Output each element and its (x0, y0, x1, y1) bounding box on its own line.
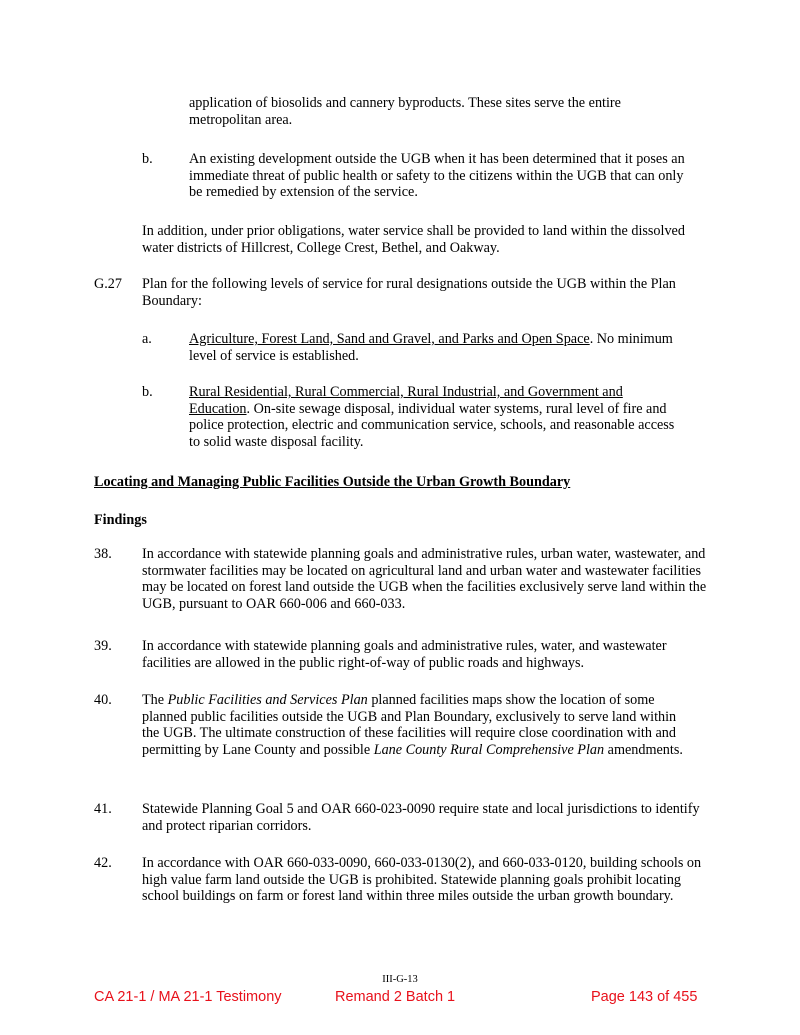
item-b-label: b. (142, 151, 153, 167)
policy-item-a-label: a. (142, 331, 152, 347)
finding-40-t3: amendments. (604, 741, 683, 758)
finding-40-plan-title: Public Facilities and Services Plan (167, 692, 368, 708)
finding-38-text: In accordance with statewide planning goals and administrative rules, urban water, wastewater, and stormwater facilities may be located on agricultural land and urban water and wastewater facilities may be located on forest land outside the UGB when the facilities exclusively serve land within the UGB, pursuant to OAR 660-006 and 660-033. (142, 546, 707, 612)
item-b-text: An existing development outside the UGB when it has been determined that it poses an immediate threat of public health or safety to the citizens within the UGB that can only be remedied by extension of the service. (189, 151, 685, 200)
footer-testimony: CA 21-1 / MA 21-1 Testimony (94, 989, 282, 1005)
footer-batch: Remand 2 Batch 1 (335, 989, 456, 1005)
item-a-continuation: application of biosolids and cannery byproducts. These sites serve the entire metropolitan area. (189, 95, 621, 128)
policy-item-b-label: b. (142, 384, 153, 400)
findings-heading: Findings (94, 512, 147, 528)
policy-item-b-text (189, 384, 679, 450)
addition-paragraph: In addition, under prior obligations, water service shall be provided to land within the dissolved water districts of Hillcrest, College Crest, Bethel, and Oakway. (142, 223, 685, 256)
policy-item-a-designations: Agriculture, Forest Land, Sand and Gravel, and Parks and Open Space (189, 331, 590, 347)
policy-item-b-designations: Rural Residential, Rural Commercial, Rural Industrial, and Government and Education (189, 384, 623, 417)
finding-41-number: 41. (94, 801, 112, 817)
finding-40-text (142, 692, 692, 758)
footer-page-count: Page 143 of 455 (591, 989, 698, 1005)
policy-g27-text: Plan for the following levels of service for rural designations outside the UGB within the Plan Boundary: (142, 276, 676, 309)
policy-item-a-text (189, 331, 679, 364)
finding-39-text: In accordance with statewide planning goals and administrative rules, water, and wastewater facilities are allowed in the public right-of-way of public roads and highways. (142, 638, 667, 671)
policy-g27-label: G.27 (94, 276, 122, 292)
policy-item-b-service: . On-site sewage disposal, individual water systems, rural level of fire and police protection, electric and communication service, schools, and reasonable access to solid waste disposal facility. (189, 400, 675, 450)
finding-41-text: Statewide Planning Goal 5 and OAR 660-023-0090 require state and local jurisdictions to identify and protect riparian corridors. (142, 801, 700, 834)
finding-38-number: 38. (94, 546, 112, 562)
finding-40-number: 40. (94, 692, 112, 708)
section-heading: Locating and Managing Public Facilities Outside the Urban Growth Boundary (94, 474, 571, 490)
finding-40-t1: The (142, 692, 168, 708)
finding-40-rural-plan-title: Lane County Rural Comprehensive Plan (373, 741, 605, 758)
finding-42-text: In accordance with OAR 660-033-0090, 660-033-0130(2), and 660-033-0120, building schools on high value farm land outside the UGB is prohibited. Statewide planning goals prohibit locating school buildings on farm or forest land within three miles outside the urban growth boundary. (142, 855, 702, 904)
finding-39-number: 39. (94, 638, 112, 654)
policy-item-a-service: . No minimum level of service is established. (189, 331, 673, 364)
page-number: III-G-13 (382, 974, 418, 985)
finding-40-t2: planned facilities maps show the location of some planned public facilities outside the UGB and Plan Boundary, exclusively to serve land within the UGB. The ultimate construction of these facilities will require close coordination with and permitting by Lane County and possible (142, 692, 677, 758)
finding-42-number: 42. (94, 855, 112, 871)
